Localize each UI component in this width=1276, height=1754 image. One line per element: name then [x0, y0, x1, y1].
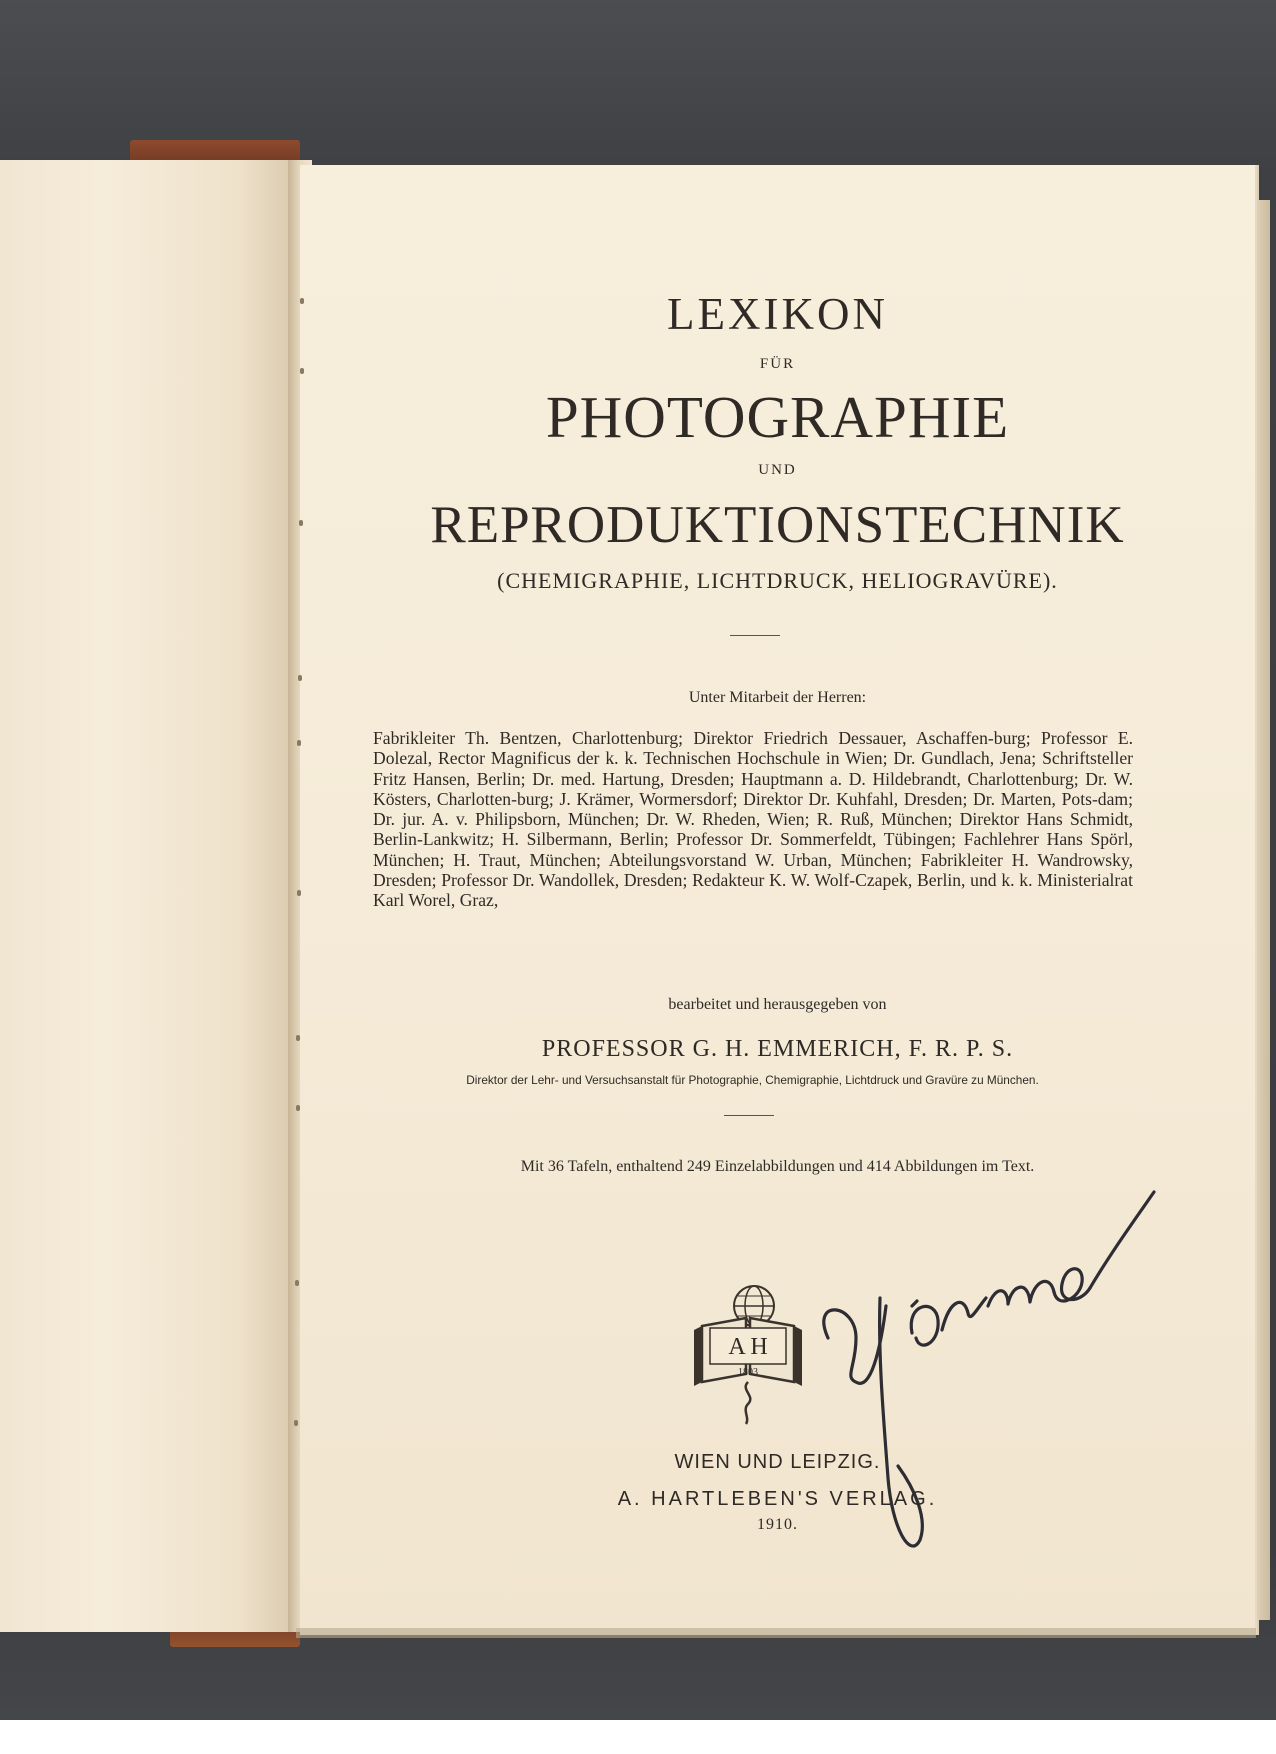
edited-by-line: bearbeitet und herausgegeben von	[668, 996, 887, 1013]
imprint-place: WIEN UND LEIPZIG.	[674, 1451, 881, 1473]
binding-stitch	[297, 740, 301, 746]
publisher-emblem-icon	[688, 1278, 808, 1428]
contributors-list: Fabrikleiter Th. Bentzen, Charlottenburg; Direktor Friedrich Dessauer, Aschaffen-burg; Professor E. Dolezal, Rector Magnificus der k. k. Technischen Hochschule in Wien; Dr. Gundlach, Jena; Schriftsteller Fritz Hansen, Berlin; Dr. med. Hartung, Dresden; Hauptmann a. D. Hildebrandt, Charlottenburg; Dr. W. Kösters, Charlotten-burg; J. Krämer, Wormersdorf; Direktor Dr. Kuhfahl, Dresden; Dr. Marten, Pots-dam; Dr. jur. A. v. Philipsborn, München; Dr. W. Rheden, Wien; R. Ruß, München; Direktor Hans Schmidt, Berlin-Lankwitz; H. Silbermann, Berlin; Professor Dr. Sommerfeldt, Tübingen; Fachlehrer Hans Spörl, München; H. Traut, München; Abteilungsvorstand W. Urban, München; Fabrikleiter H. Wandrowsky, Dresden; Professor Dr. Wandollek, Dresden; Redakteur K. W. Wolf-Czapek, Berlin, und k. k. Ministerialrat Karl Worel, Graz,	[373, 728, 1133, 911]
emblem-monogram: A H	[728, 1334, 768, 1360]
collaboration-intro: Unter Mitarbeit der Herren:	[688, 689, 867, 706]
binding-stitch	[295, 1280, 299, 1286]
title-lexikon: LEXIKON	[667, 289, 888, 339]
subtitle: (CHEMIGRAPHIE, LICHTDRUCK, HELIOGRAVÜRE).	[497, 568, 1058, 593]
divider-rule	[730, 635, 780, 636]
binding-stitch	[294, 1420, 298, 1426]
binding-stitch	[298, 675, 302, 681]
emblem-year: 1803	[738, 1367, 758, 1378]
divider-rule	[724, 1115, 774, 1116]
title-und: UND	[758, 462, 797, 478]
illustrations-note: Mit 36 Tafeln, enthaltend 249 Einzelabbildungen und 414 Abbildungen im Text.	[520, 1158, 1035, 1175]
endpaper-left	[0, 160, 298, 1632]
binding-stitch	[296, 1105, 300, 1111]
title-fur: FÜR	[759, 356, 796, 372]
page-bottom-shadow	[296, 1628, 1256, 1638]
imprint-publisher: A. HARTLEBEN'S VERLAG.	[617, 1488, 938, 1510]
binding-stitch	[297, 890, 301, 896]
editor-name: PROFESSOR G. H. EMMERICH, F. R. P. S.	[541, 1036, 1014, 1062]
imprint-year: 1910.	[757, 1516, 798, 1533]
editor-position: Direktor der Lehr- und Versuchsanstalt für Photographie, Chemigraphie, Lichtdruck und Gravüre zu München.	[466, 1073, 1039, 1087]
title-reproduktionstechnik: REPRODUKTIONSTECHNIK	[430, 496, 1125, 554]
title-photographie: PHOTOGRAPHIE	[545, 384, 1010, 450]
scan-margin	[0, 1720, 1276, 1754]
